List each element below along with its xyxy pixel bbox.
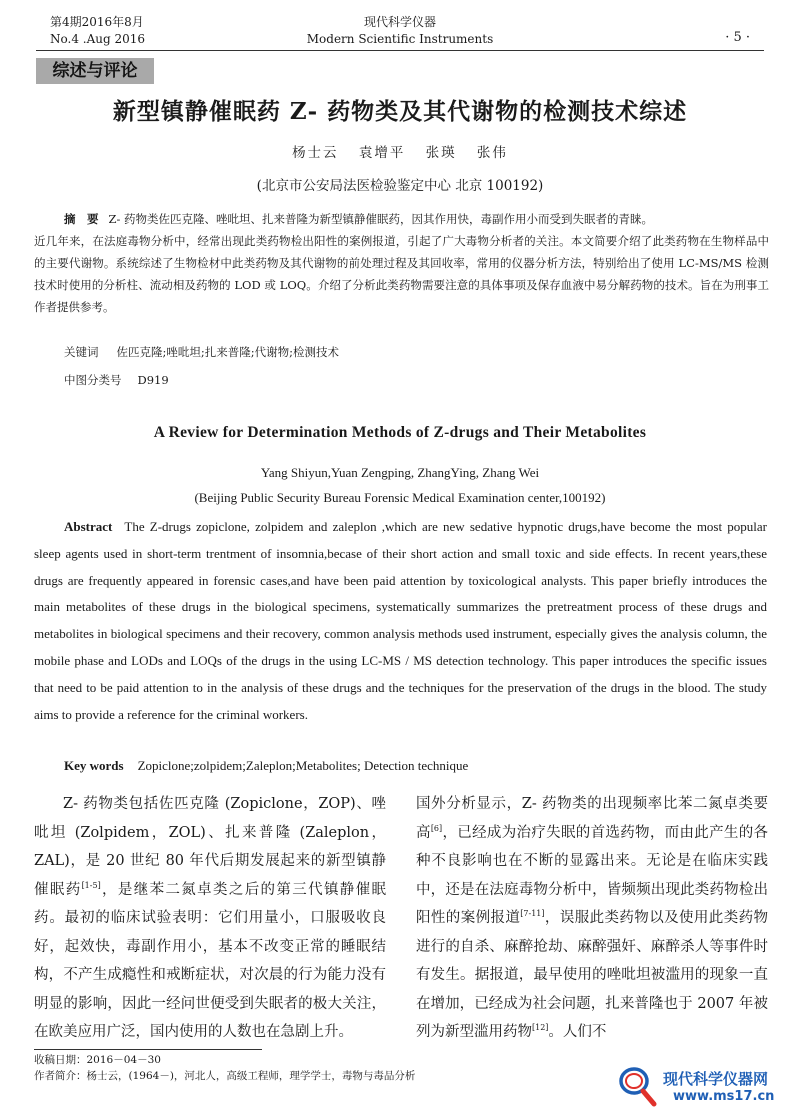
citation: [12] [532,1023,549,1033]
running-header-journal [240,14,560,48]
keywords-en [64,758,468,774]
section-tag: 综述与评论 [36,58,154,84]
authors-en: Yang Shiyun,Yuan Zengping, ZhangYing, Zhang Wei [260,465,540,480]
magnifier-logo-icon [617,1064,657,1108]
body-right-text-3: ，误服此类药物以及使用此类药物进行的自杀、麻醉抢劫、麻醉强奸、麻醉杀人等事件时有发生。据报道，最早使用的唑吡坦被滥用的现象一直在增加，已经成为社会问题，扎来普隆也于 2007 年被列为新型滥用药物 [416,910,769,1040]
keywords-en-label: Key words [64,758,124,773]
header-divider [36,50,764,51]
watermark-name: 现代科学仪器网 [663,1070,769,1088]
body-column-right [416,790,768,1047]
body-right-text-2: ，已经成为治疗失眠的首选药物，而由此产生的各种不良影响也在不断的显露出来。无论是在临床实践中，还是在法庭毒物分析中，皆频频出现此类药物检出阳性的案例报道 [416,824,768,926]
abstract-cn-rest: 近几年来，在法庭毒物分析中，经常出现此类药物检出阳性的案例报道，引起了广大毒物分析者的关注。本文简要介绍了此类药物在生物样品中的主要代谢物。系统综述了生物检材中此类药物及其代谢物的前处理过程及其回收率，常用的仪器分析方法，特别给出了使用 LC-MS/MS 检测技术时使用的分析柱、流动相及药物的 LOD 或 LOQ。介绍了分析此类药物需要注意的具体事项及保存血液中易分解药物的技术。旨在为刑事工作者提供参考。 [34,234,769,314]
abstract-cn [34,208,769,318]
footnote-author-bio: 作者简介：杨士云，(1964－)，河北人，高级工程师，理学学士，毒物与毒品分析 [34,1070,416,1082]
running-header-issue [50,14,145,48]
body-left-text-1: Z- 药物类包括佐匹克隆 (Zopiclone，ZOP)、唑吡坦 (Zolpidem，ZOL)、扎来普隆 (Zaleplon，ZAL)，是 20 世纪 80 年代后期发展起来的新型镇静催眠药 [34,796,386,898]
classification-cn-label: 中图分类号 [64,373,122,387]
keywords-cn-text: 佐匹克隆;唑吡坦;扎来普隆;代谢物;检测技术 [116,345,339,359]
authors-cn: 杨士云 袁增平 张瑛 张伟 [292,145,508,161]
journal-en: Modern Scientific Instruments [306,32,494,46]
classification-cn [64,372,169,388]
footnote-received: 收稿日期：2016－04－30 [34,1054,161,1066]
classification-cn-code: D919 [137,373,169,387]
abstract-cn-first: Z- 药物类佐匹克隆、唑吡坦、扎来普隆为新型镇静催眠药，因其作用快，毒副作用小而受到失眠者的青睐。 [108,212,654,226]
journal-cn: 现代科学仪器 [363,15,436,29]
body-right-text-4: 。人们不 [548,1024,607,1040]
issue-en: No.4 .Aug 2016 [50,32,146,46]
paper-title-en: A Review for Determination Methods of Z-drugs and Their Metabolites [153,424,647,441]
page-number: · 5 · [725,30,750,45]
keywords-cn [64,344,339,360]
keywords-cn-label: 关键词 [64,345,99,359]
issue-cn: 第4期2016年8月 [50,15,144,29]
paper-title-cn: 新型镇静催眠药 Z- 药物类及其代谢物的检测技术综述 [112,98,688,125]
citation: [7-11] [520,909,545,919]
watermark [617,1064,792,1110]
body-left-text-2: ，是继苯二氮卓类之后的第三代镇静催眠药。最初的临床试验表明：它们用量小，口服吸收良好，起效快，毒副作用小，基本不改变正常的睡眠结构，不产生成瘾性和戒断症状，对次晨的行为能力没有明显的影响，因此一经问世便受到失眠者的极大关注，在欧美应用广泛，国内使用的人数也在急剧上升。 [34,881,387,1040]
citation: [6] [430,823,443,833]
body-column-left [34,790,386,1047]
body-right-text-1: 国外分析显示，Z- 药物类的出现频率比苯二氮卓类要高 [416,796,768,841]
watermark-url: www.ms17.cn [673,1089,775,1104]
abstract-en-label: Abstract [64,519,113,534]
affiliation-en: (Beijing Public Security Bureau Forensic Medical Examination center,100192) [194,490,606,505]
abstract-en [34,514,767,728]
abstract-cn-label: 摘 要 [64,212,99,226]
citation: [1-5] [81,880,101,890]
keywords-en-text: Zopiclone;zolpidem;Zaleplon;Metabolites; Detection technique [137,758,469,773]
abstract-en-text: The Z-drugs zopiclone, zolpidem and zaleplon ,which are new sedative hypnotic drugs,have become the most popular sleep agents used in short-term trentment of insomnia,becase of their short action and small toxic and side effects. In recent years,these drugs are frequently appeared in forensic cases,and have been paid attention by toxicological analysts. This paper briefly introduces the main metabolites of these drugs in the biological specimens, systematically summarizes the pretreatment process of these drugs and metabolites in biological specimens and their recovery, common analysis methods used instrument, especially gives the analysis column, the mobile phase and LODs and LOQs of the drugs in the using LC-MS / MS detection technology. This paper introduces the specific issues that need to be paid attention to in the analysis of these drugs and the techniques for the preservation of the drugs in the blood. The study aims to provide a reference for the criminal workers. [34,519,767,722]
footnote-divider [34,1049,262,1050]
affiliation-cn: (北京市公安局法医检验鉴定中心 北京 100192) [256,178,544,194]
